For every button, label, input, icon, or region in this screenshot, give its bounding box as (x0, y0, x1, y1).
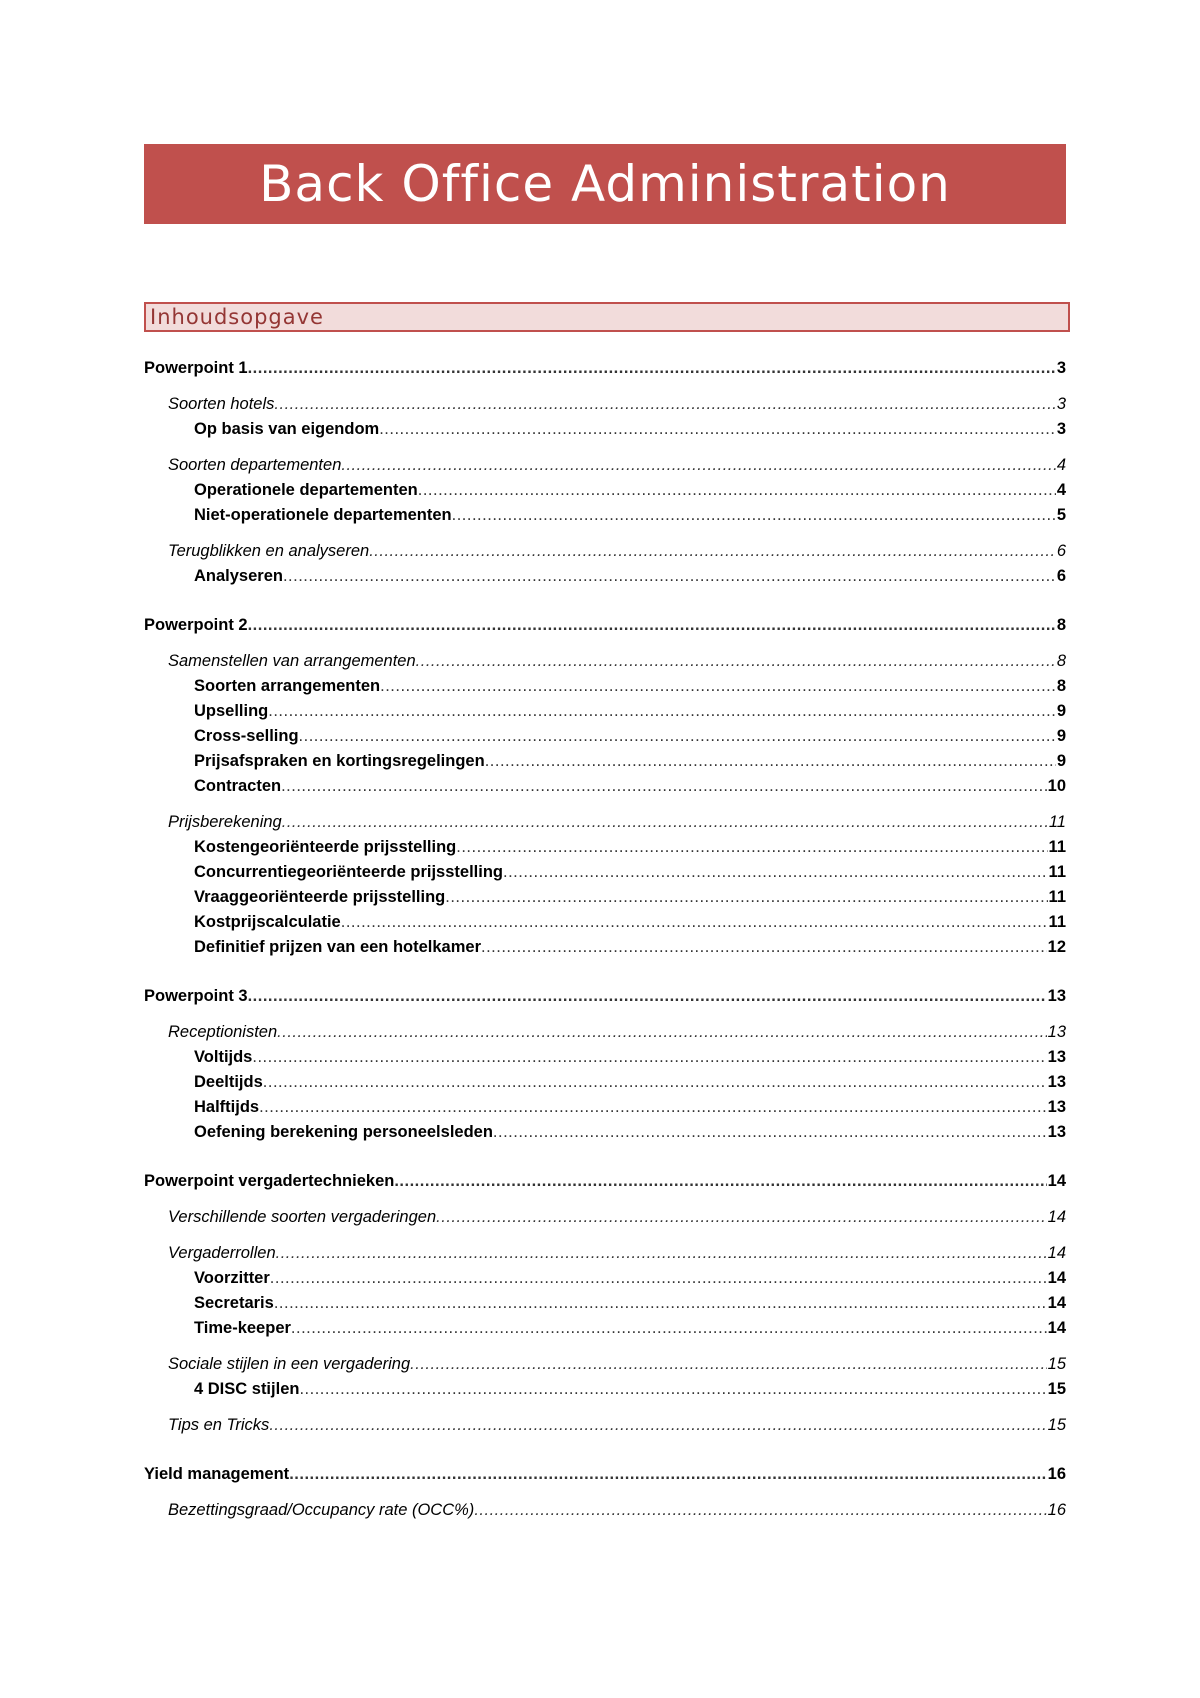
toc-page-number: 5 (1056, 506, 1066, 524)
toc-page-number: 11 (1048, 863, 1066, 881)
toc-page-number: 3 (1056, 359, 1066, 377)
toc-entry-label: Voltijds (194, 1048, 253, 1066)
toc-page-number: 13 (1047, 1073, 1066, 1091)
toc-leader-dots (445, 885, 1047, 910)
toc-entry-label: Tips en Tricks (168, 1416, 270, 1434)
toc-page-number: 4 (1056, 456, 1066, 474)
toc-leader-dots (276, 1241, 1047, 1266)
toc-entry-label: Analyseren (194, 567, 283, 585)
toc-entry[interactable] (144, 649, 1066, 674)
toc-leader-dots (282, 810, 1048, 835)
toc-entry-label: Voorzitter (194, 1269, 270, 1287)
toc-page-number: 8 (1056, 652, 1066, 670)
toc-entry[interactable] (144, 1045, 1066, 1070)
toc-page-number: 10 (1047, 777, 1066, 795)
toc-page-number: 13 (1047, 987, 1066, 1005)
toc-leader-dots (252, 1045, 1046, 1070)
toc-page-number: 8 (1056, 616, 1066, 634)
toc-page-number: 9 (1056, 752, 1066, 770)
toc-leader-dots (268, 699, 1056, 724)
toc-leader-dots (283, 564, 1056, 589)
toc-page-number: 16 (1047, 1465, 1066, 1483)
toc-entry[interactable] (144, 984, 1066, 1009)
toc-leader-dots (380, 674, 1056, 699)
toc-entry[interactable] (144, 1291, 1066, 1316)
toc-entry-label: Sociale stijlen in een vergadering (168, 1355, 411, 1373)
toc-entry-label: Bezettingsgraad/Occupancy rate (OCC%) (168, 1501, 475, 1519)
toc-entry-label: Vergaderrollen (168, 1244, 276, 1262)
toc-entry[interactable] (144, 503, 1066, 528)
toc-page-number: 6 (1056, 567, 1066, 585)
toc-entry[interactable] (144, 810, 1066, 835)
toc-leader-dots (248, 356, 1056, 381)
toc-page-number: 13 (1047, 1098, 1066, 1116)
toc-entry-label: Halftijds (194, 1098, 260, 1116)
toc-page-number: 11 (1048, 913, 1066, 931)
toc-entry-label: Concurrentiegeoriënteerde prijsstelling (194, 863, 503, 881)
toc-page-number: 11 (1048, 813, 1066, 831)
toc-page-number: 9 (1056, 727, 1066, 745)
toc-entry-label: Cross-selling (194, 727, 299, 745)
toc-entry[interactable] (144, 774, 1066, 799)
toc-page-number: 14 (1047, 1208, 1066, 1226)
toc-leader-dots (289, 1462, 1046, 1487)
toc-leader-dots (274, 1291, 1047, 1316)
toc-page-number: 3 (1056, 420, 1066, 438)
toc-leader-dots (270, 1266, 1047, 1291)
toc-leader-dots (485, 749, 1056, 774)
toc-entry[interactable] (144, 417, 1066, 442)
toc-entry-label: Receptionisten (168, 1023, 278, 1041)
toc-leader-dots (299, 1377, 1046, 1402)
toc-entry[interactable] (144, 613, 1066, 638)
toc-leader-dots (416, 649, 1056, 674)
toc-entry[interactable] (144, 1377, 1066, 1402)
toc-leader-dots (410, 1352, 1046, 1377)
toc-entry[interactable] (144, 392, 1066, 417)
toc-page-number: 14 (1047, 1172, 1066, 1190)
toc-page-number: 3 (1056, 395, 1066, 413)
toc-leader-dots (341, 453, 1055, 478)
toc-entry-label: Operationele departementen (194, 481, 418, 499)
toc-entry[interactable] (144, 1352, 1066, 1377)
toc-leader-dots (379, 417, 1056, 442)
toc-entry-label: Time-keeper (194, 1319, 291, 1337)
toc-entry-label: Op basis van eigendom (194, 420, 380, 438)
toc-page-number: 8 (1056, 677, 1066, 695)
toc-entry-label: Verschillende soorten vergaderingen (168, 1208, 437, 1226)
toc-leader-dots (394, 1169, 1046, 1194)
toc-entry[interactable] (144, 1462, 1066, 1487)
toc-leader-dots (248, 984, 1047, 1009)
toc-page-number: 14 (1047, 1269, 1066, 1287)
toc-entry[interactable] (144, 1266, 1066, 1291)
toc-leader-dots (436, 1205, 1046, 1230)
toc-leader-dots (248, 613, 1056, 638)
toc-page-number: 9 (1056, 702, 1066, 720)
toc-entry[interactable] (144, 1498, 1066, 1523)
toc-leader-dots (418, 478, 1056, 503)
toc-entry-label: Oefening berekening personeelsleden (194, 1123, 493, 1141)
toc-page-number: 15 (1047, 1380, 1066, 1398)
toc-entry-label: Samenstellen van arrangementen (168, 652, 416, 670)
toc-entry-label: 4 DISC stijlen (194, 1380, 300, 1398)
toc-entry[interactable] (144, 478, 1066, 503)
toc-leader-dots (452, 503, 1056, 528)
toc-entry-label: Kostengeoriënteerde prijsstelling (194, 838, 457, 856)
toc-entry[interactable] (144, 1413, 1066, 1438)
toc-page-number: 15 (1047, 1355, 1066, 1373)
toc-page-number: 11 (1048, 838, 1066, 856)
toc-entry[interactable] (144, 1070, 1066, 1095)
toc-page-number: 14 (1047, 1244, 1066, 1262)
toc-entry[interactable] (144, 356, 1066, 381)
toc-entry[interactable] (144, 724, 1066, 749)
toc-leader-dots (277, 1020, 1046, 1045)
toc-page-number: 13 (1047, 1123, 1066, 1141)
toc-leader-dots (281, 774, 1047, 799)
toc-entry-label: Powerpoint 3 (144, 987, 248, 1005)
toc-leader-dots (503, 860, 1048, 885)
toc-leader-dots (369, 539, 1056, 564)
toc-entry-label: Soorten hotels (168, 395, 275, 413)
toc-page-number: 6 (1056, 542, 1066, 560)
toc-leader-dots (274, 392, 1055, 417)
toc-page-number: 14 (1047, 1294, 1066, 1312)
toc-page-number: 16 (1047, 1501, 1066, 1519)
toc-entry[interactable] (144, 1020, 1066, 1045)
toc-entry[interactable] (144, 1095, 1066, 1120)
toc-entry-label: Powerpoint vergadertechnieken (144, 1172, 395, 1190)
toc-entry-label: Vraaggeoriënteerde prijsstelling (194, 888, 446, 906)
toc-entry-label: Soorten departementen (168, 456, 342, 474)
toc-page-number: 4 (1056, 481, 1066, 499)
toc-leader-dots (263, 1070, 1047, 1095)
toc-page-number: 11 (1048, 888, 1066, 906)
toc-entry-label: Terugblikken en analyseren (168, 542, 370, 560)
toc-leader-dots (299, 724, 1056, 749)
toc-entry-label: Contracten (194, 777, 282, 795)
toc-leader-dots (291, 1316, 1047, 1341)
toc-leader-dots (481, 935, 1047, 960)
toc-entry[interactable] (144, 910, 1066, 935)
toc-entry-label: Secretaris (194, 1294, 274, 1312)
toc-entry[interactable] (144, 1241, 1066, 1266)
toc-page-number: 14 (1047, 1319, 1066, 1337)
toc-entry[interactable] (144, 539, 1066, 564)
toc-entry[interactable] (144, 935, 1066, 960)
toc-entry-label: Soorten arrangementen (194, 677, 381, 695)
toc-page-number: 13 (1047, 1048, 1066, 1066)
toc-entry[interactable] (144, 674, 1066, 699)
toc-entry-label: Prijsberekening (168, 813, 282, 831)
toc-leader-dots (269, 1413, 1046, 1438)
toc-entry[interactable] (144, 1120, 1066, 1145)
toc-entry[interactable] (144, 1169, 1066, 1194)
toc-entry-label: Powerpoint 1 (144, 359, 248, 377)
toc-page-number: 15 (1047, 1416, 1066, 1434)
toc-entry[interactable] (144, 453, 1066, 478)
toc-page-number: 12 (1047, 938, 1066, 956)
toc-heading: Inhoudsopgave (144, 302, 1070, 332)
toc-entry-label: Deeltijds (194, 1073, 263, 1091)
toc-entry[interactable] (144, 1316, 1066, 1341)
toc-entry-label: Prijsafspraken en kortingsregelingen (194, 752, 485, 770)
toc-entry[interactable] (144, 885, 1066, 910)
toc-leader-dots (474, 1498, 1046, 1523)
table-of-contents (144, 356, 1066, 1523)
toc-leader-dots (493, 1120, 1047, 1145)
toc-leader-dots (456, 835, 1047, 860)
toc-page-number: 13 (1047, 1023, 1066, 1041)
toc-entry[interactable] (144, 564, 1066, 589)
toc-entry-label: Upselling (194, 702, 269, 720)
toc-entry-label: Powerpoint 2 (144, 616, 248, 634)
toc-entry-label: Kostprijscalculatie (194, 913, 341, 931)
toc-entry[interactable] (144, 699, 1066, 724)
toc-entry[interactable] (144, 749, 1066, 774)
toc-entry[interactable] (144, 860, 1066, 885)
toc-entry-label: Niet-operationele departementen (194, 506, 452, 524)
document-title: Back Office Administration (144, 144, 1066, 224)
toc-entry[interactable] (144, 835, 1066, 860)
toc-entry-label: Definitief prijzen van een hotelkamer (194, 938, 481, 956)
toc-leader-dots (259, 1095, 1047, 1120)
toc-entry-label: Yield management (144, 1465, 290, 1483)
toc-entry[interactable] (144, 1205, 1066, 1230)
toc-leader-dots (341, 910, 1048, 935)
